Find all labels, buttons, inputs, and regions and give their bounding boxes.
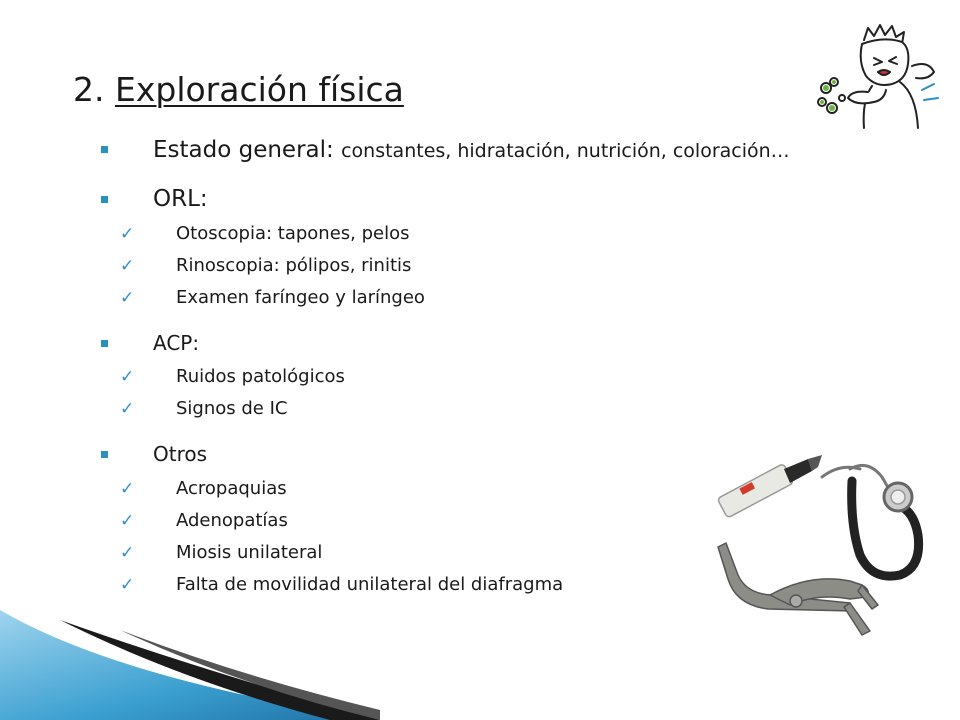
list-item: Otoscopia: tapones, pelos [176,223,410,244]
section-label: Otros [153,442,208,466]
list-item: Signos de IC [176,398,288,419]
stethoscope-icon [822,465,919,576]
medical-instruments-illustration [700,455,950,645]
checkmark-icon: ✓ [120,224,135,244]
list-item: Examen faríngeo y laríngeo [176,287,425,308]
section-otros [153,442,207,466]
title-number: 2. [73,70,105,109]
section-label: ORL: [153,186,208,212]
checkmark-icon: ✓ [120,479,135,499]
section-estado-general [153,137,790,163]
square-bullet-icon [101,340,108,347]
section-label: Estado general: [153,137,334,163]
list-item: Acropaquias [176,478,287,499]
checkmark-icon: ✓ [120,399,135,419]
checkmark-icon: ✓ [120,367,135,387]
section-orl [153,186,208,212]
section-label: ACP: [153,331,200,355]
decorative-swoosh [0,590,380,720]
title-text: Exploración física [115,70,404,109]
list-item: Adenopatías [176,510,288,531]
list-item: Falta de movilidad unilateral del diafragma [176,574,564,595]
section-acp [153,331,199,355]
speculum-icon [718,543,878,635]
checkmark-icon: ✓ [120,256,135,276]
list-item: Rinoscopia: pólipos, rinitis [176,255,412,276]
square-bullet-icon [101,451,108,458]
otoscope-icon [717,455,822,518]
checkmark-icon: ✓ [120,575,135,595]
coughing-boy-illustration [812,20,942,135]
section-detail: constantes, hidratación, nutrición, coloración… [341,140,790,162]
checkmark-icon: ✓ [120,511,135,531]
list-item: Miosis unilateral [176,542,323,563]
square-bullet-icon [101,146,108,153]
checkmark-icon: ✓ [120,288,135,308]
list-item: Ruidos patológicos [176,366,345,387]
checkmark-icon: ✓ [120,543,135,563]
square-bullet-icon [101,196,108,203]
page-title [73,70,404,110]
